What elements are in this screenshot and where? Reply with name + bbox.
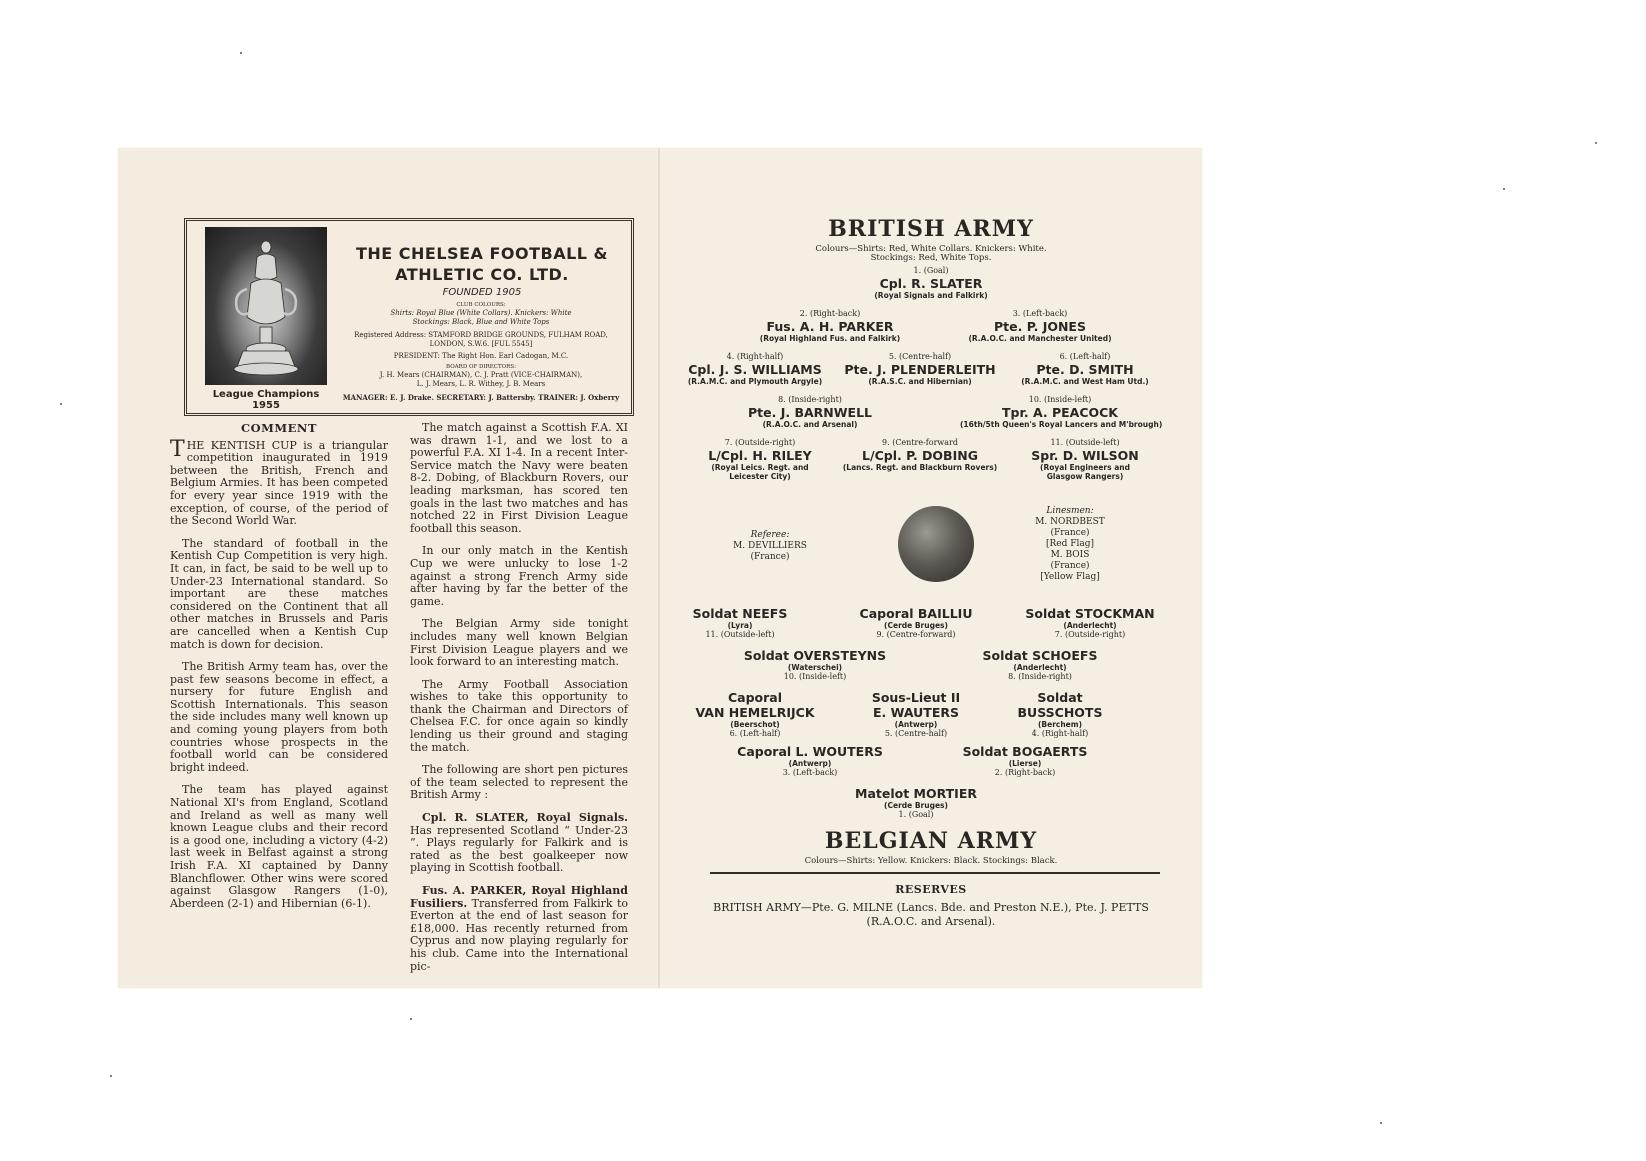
belgian-player	[1015, 606, 1165, 640]
player-club: (R.A.M.C. and West Ham Utd.)	[1021, 377, 1149, 386]
chelsea-title	[342, 243, 622, 285]
belgian-player	[841, 786, 991, 820]
player-name: Cpl. J. S. WILLIAMS	[688, 362, 822, 377]
player-club: (Beerschot)	[730, 720, 780, 729]
background-speck	[240, 52, 242, 54]
player-name: Pte. D. SMITH	[1036, 362, 1134, 377]
player-position: 10. (Inside-left)	[783, 672, 847, 681]
player-name: Soldat STOCKMAN	[1025, 606, 1155, 621]
linesman-flag: [Yellow Flag]	[1040, 572, 1100, 582]
belgian-player	[950, 744, 1100, 778]
player-club: (Berchem)	[1037, 720, 1083, 729]
president: PRESIDENT: The Right Hon. Earl Cadogan, M.C.	[393, 352, 569, 360]
chelsea-title-line1: THE CHELSEA FOOTBALL &	[355, 244, 608, 263]
club-colours-label: CLUB COLOURS:	[456, 302, 506, 308]
player-name: BUSSCHOTS	[1017, 705, 1103, 720]
player-position: 11. (Outside-left)	[1050, 438, 1120, 447]
player-name: L/Cpl. P. DOBING	[862, 448, 978, 463]
player-club: (Cerde Bruges)	[884, 621, 948, 630]
management: MANAGER: E. J. Drake. SECRETARY: J. Battersby. TRAINER: J. Oxberry	[342, 393, 620, 402]
referee-name: M. DEVILLIERS	[733, 541, 807, 551]
reserves-heading: RESERVES	[895, 883, 967, 896]
player-inside-right	[720, 395, 900, 429]
belgian-player	[856, 690, 976, 739]
comment-paragraph: The standard of football in the Kentish Cup Competition is very high. It can, in fact, be said to be well up to Under-23 International standard. So important are these matches considered on the Continent that all other matches in Brussels and Paris are cancelled when a Kentish Cup match is down for decision.	[170, 536, 388, 651]
belgian-player	[1000, 690, 1120, 739]
player-position: 11. (Outside-left)	[705, 630, 775, 639]
player-name: L/Cpl. H. RILEY	[708, 448, 812, 463]
player-club: (R.A.M.C. and Plymouth Argyle)	[687, 377, 823, 386]
player-club: (Royal Highland Fus. and Falkirk)	[759, 334, 901, 343]
player-name: Soldat OVERSTEYNS	[743, 648, 887, 663]
player-position: 7. (Outside-right)	[724, 438, 796, 447]
linesman-flag: [Red Flag]	[1046, 539, 1094, 549]
player-position: 1. (Goal)	[898, 810, 934, 819]
player-inside-left	[960, 395, 1163, 429]
background-speck	[1503, 188, 1505, 190]
comment-paragraph	[170, 436, 388, 528]
player-position: 9. (Centre-forward)	[876, 630, 956, 639]
player-position: 4. (Right-half)	[726, 352, 784, 361]
player-position: 6. (Left-half)	[1059, 352, 1111, 361]
player-goal	[831, 266, 1031, 300]
belgian-colours: Colours—Shirts: Yellow. Knickers: Black. Stockings: Black.	[804, 856, 1058, 866]
player-name: Spr. D. WILSON	[1031, 448, 1139, 463]
player-name: Soldat SCHOEFS	[982, 648, 1098, 663]
player-centre-half	[835, 352, 1005, 386]
comment-paragraph: The Belgian Army side tonight includes many well known Belgian First Division League players and we look forward to an interesting match.	[410, 617, 628, 669]
referee-label: Referee:	[750, 530, 790, 540]
player-position: 2. (Right-back)	[994, 768, 1056, 777]
player-club: (Lancs. Regt. and Blackburn Rovers)	[842, 463, 998, 472]
pen-picture-slater	[410, 812, 628, 875]
club-colours-line1: Shirts: Royal Blue (White Collars). Knickers: White	[390, 309, 572, 317]
referee-country: (France)	[750, 552, 790, 562]
player-position: 3. (Left-back)	[1012, 309, 1068, 318]
comment-text: HE KENTISH CUP is a triangular competition inaugurated in 1919 between the British, French and Belgium Armies. It has been competed for every year since 1919 with the exception, of course, of the period of the Second World War.	[170, 438, 388, 528]
player-club: (Antwerp)	[894, 720, 938, 729]
belgian-player	[730, 648, 900, 682]
comment-column-1	[170, 422, 388, 920]
background-speck	[110, 1075, 112, 1077]
comment-paragraph: The team has played against National XI's from England, Scotland and Ireland as well as many well known League clubs and their record is a good one, including a victory (4-2) last week in Belfast against a strong Irish F.A. XI captained by Danny Blanchflower. Other wins were scored against Glasgow Rangers (1-0), Aberdeen (2-1) and Hibernian (6-1).	[170, 783, 388, 910]
pen-picture-parker	[410, 885, 628, 973]
player-name: E. WAUTERS	[873, 705, 959, 720]
player-name: Soldat NEEFS	[692, 606, 788, 621]
player-club: (Lyra)	[727, 621, 753, 630]
belgian-army-title: BELGIAN ARMY	[824, 828, 1038, 854]
linesman-country: (France)	[1050, 561, 1090, 571]
player-club: (Royal Leics. Regt. and	[711, 463, 809, 472]
left-page	[118, 148, 660, 988]
player-club: (Antwerp)	[788, 759, 832, 768]
reserves-line2: (R.A.O.C. and Arsenal).	[866, 915, 996, 928]
trophy-icon	[205, 227, 327, 385]
player-name: Cpl. R. SLATER	[879, 276, 983, 291]
linesmen-label: Linesmen:	[1046, 506, 1094, 516]
background-speck	[1595, 142, 1597, 144]
comment-column-2	[410, 422, 628, 983]
player-name: Pte. J. BARNWELL	[747, 405, 872, 420]
player-position: 1. (Goal)	[913, 266, 949, 275]
player-rank: Soldat	[1037, 690, 1083, 705]
player-position: 5. (Centre-half)	[884, 729, 948, 738]
football-icon	[898, 506, 974, 582]
referee	[705, 530, 835, 563]
player-outside-right	[690, 438, 830, 481]
drop-cap: T	[170, 436, 185, 462]
address-line1: Registered Address: STAMFORD BRIDGE GROUNDS, FULHAM ROAD,	[354, 331, 608, 339]
linesman-name: M. BOIS	[1050, 550, 1090, 560]
player-position: 3. (Left-back)	[782, 768, 838, 777]
belgian-player	[675, 606, 805, 640]
player-name: Fus. A. H. PARKER	[766, 319, 894, 334]
trophy-photo	[205, 227, 327, 385]
chelsea-advert-box	[184, 218, 634, 416]
player-outside-left	[1015, 438, 1155, 481]
player-club: (Anderlecht)	[1063, 621, 1117, 630]
player-club: (Anderlecht)	[1013, 663, 1067, 672]
club-colours-line2: Stockings: Black, Blue and White Tops	[412, 318, 550, 326]
british-army-title: BRITISH ARMY	[828, 216, 1034, 242]
address-line2: LONDON, S.W.6. [FUL 5545]	[429, 340, 533, 348]
player-name: Pte. P. JONES	[994, 319, 1086, 334]
belgian-player	[725, 744, 895, 778]
comment-paragraph: The British Army team has, over the past few seasons become in effect, a nursery for future English and Scottish Internationals. This season the side includes many well known up and coming young players from both countries whose prospects in the football world can be considered bright indeed.	[170, 660, 388, 774]
player-left-half	[1010, 352, 1160, 386]
pen-picture-text: Transferred from Falkirk to Everton at the end of last season for £18,000. Has recently returned from Cyprus and now playing regularly for his club. Came into the International pic-	[410, 896, 628, 973]
player-name: Tpr. A. PEACOCK	[1002, 405, 1118, 420]
player-rank: Sous-Lieut II	[871, 690, 961, 705]
player-position: 2. (Right-back)	[799, 309, 861, 318]
player-position: 6. (Left-half)	[729, 729, 781, 738]
belgian-player	[680, 690, 830, 739]
player-name: VAN HEMELRIJCK	[695, 705, 815, 720]
comment-paragraph: The following are short pen pictures of the team selected to represent the British Army :	[410, 763, 628, 802]
player-name: Soldat BOGAERTS	[962, 744, 1088, 759]
comment-paragraph: In our only match in the Kentish Cup we were unlucky to lose 1-2 against a strong French Army side after having by far the better of the game.	[410, 544, 628, 608]
belgian-player	[841, 606, 991, 640]
chelsea-title-line2: ATHLETIC CO. LTD.	[395, 265, 569, 284]
player-club: (R.A.S.C. and Hibernian)	[868, 377, 972, 386]
player-centre-forward	[835, 438, 1005, 472]
board-label: BOARD OF DIRECTORS:	[446, 364, 516, 370]
british-colours-line2: Stockings: Red, White Tops.	[870, 253, 992, 263]
player-position: 4. (Right-half)	[1031, 729, 1089, 738]
player-club: (R.A.O.C. and Manchester United)	[968, 334, 1112, 343]
linesmen	[1005, 506, 1135, 583]
trophy-caption: League Champions 1955	[212, 389, 320, 411]
pen-picture-name: Cpl. R. SLATER, Royal Signals.	[422, 811, 628, 825]
british-colours-line1: Colours—Shirts: Red, White Collars. Knickers: White.	[815, 244, 1047, 254]
player-club: (16th/5th Queen's Royal Lancers and M'brough)	[960, 420, 1163, 429]
background-speck	[410, 1018, 412, 1020]
player-right-half	[680, 352, 830, 386]
player-club: (Royal Engineers and	[1040, 463, 1130, 472]
right-page	[660, 148, 1202, 988]
player-name: Caporal L. WOUTERS	[737, 744, 883, 759]
linesman-name: M. NORDBEST	[1035, 517, 1105, 527]
player-name: Matelot MORTIER	[855, 786, 977, 801]
player-rank: Caporal	[727, 690, 783, 705]
player-position: 10. (Inside-left)	[1028, 395, 1092, 404]
player-club-line2: Leicester City)	[729, 472, 791, 481]
linesman-country: (France)	[1050, 528, 1090, 538]
pen-picture-text: Has represented Scotland “ Under-23 ”. Plays regularly for Falkirk and is rated as the best goalkeeper now playing in Scottish football.	[410, 823, 628, 875]
player-club: (Royal Signals and Falkirk)	[874, 291, 988, 300]
chelsea-founded: FOUNDED 1905	[442, 287, 522, 298]
comment-heading: COMMENT	[241, 421, 317, 435]
player-club-line2: Glasgow Rangers)	[1046, 472, 1124, 481]
player-position: 7. (Outside-right)	[1054, 630, 1126, 639]
player-left-back	[940, 309, 1140, 343]
player-position: 8. (Inside-right)	[1008, 672, 1072, 681]
player-right-back	[730, 309, 930, 343]
pen-picture-name: Fus. A. PARKER, Royal Highland Fusiliers.	[410, 884, 628, 910]
player-club: (Cerde Bruges)	[884, 801, 948, 810]
player-club: (R.A.O.C. and Arsenal)	[762, 420, 858, 429]
background-speck	[1380, 1122, 1382, 1124]
reserves-line1: BRITISH ARMY—Pte. G. MILNE (Lancs. Bde. and Preston N.E.), Pte. J. PETTS	[713, 901, 1149, 914]
player-club: (Lierse)	[1008, 759, 1042, 768]
comment-paragraph: The Army Football Association wishes to take this opportunity to thank the Chairman and Directors of Chelsea F.C. for once again so kindly lending us their ground and staging the match.	[410, 677, 628, 754]
comment-paragraph: The match against a Scottish F.A. XI was drawn 1-1, and we lost to a powerful F.A. XI 1-4. In a recent Inter-Service match the Navy were beaten 8-2. Dobing, of Blackburn Rovers, our leading marksman, has scored ten goals in the last two matches and has notched 22 in First Division League football this season.	[410, 421, 628, 535]
board-line2: L. J. Mears, L. R. Withey, J. B. Mears	[416, 380, 546, 388]
player-position: 5. (Centre-half)	[888, 352, 952, 361]
player-position: 8. (Inside-right)	[778, 395, 842, 404]
background-speck	[60, 403, 62, 405]
player-name: Pte. J. PLENDERLEITH	[844, 362, 996, 377]
player-position: 9. (Centre-forward	[882, 438, 958, 447]
board-line1: J. H. Mears (CHAIRMAN), C. J. Pratt (VICE-CHAIRMAN),	[379, 371, 583, 379]
belgian-player	[960, 648, 1120, 682]
divider	[710, 872, 1160, 874]
player-name: Caporal BAILLIU	[859, 606, 973, 621]
player-club: (Waterschei)	[787, 663, 843, 672]
